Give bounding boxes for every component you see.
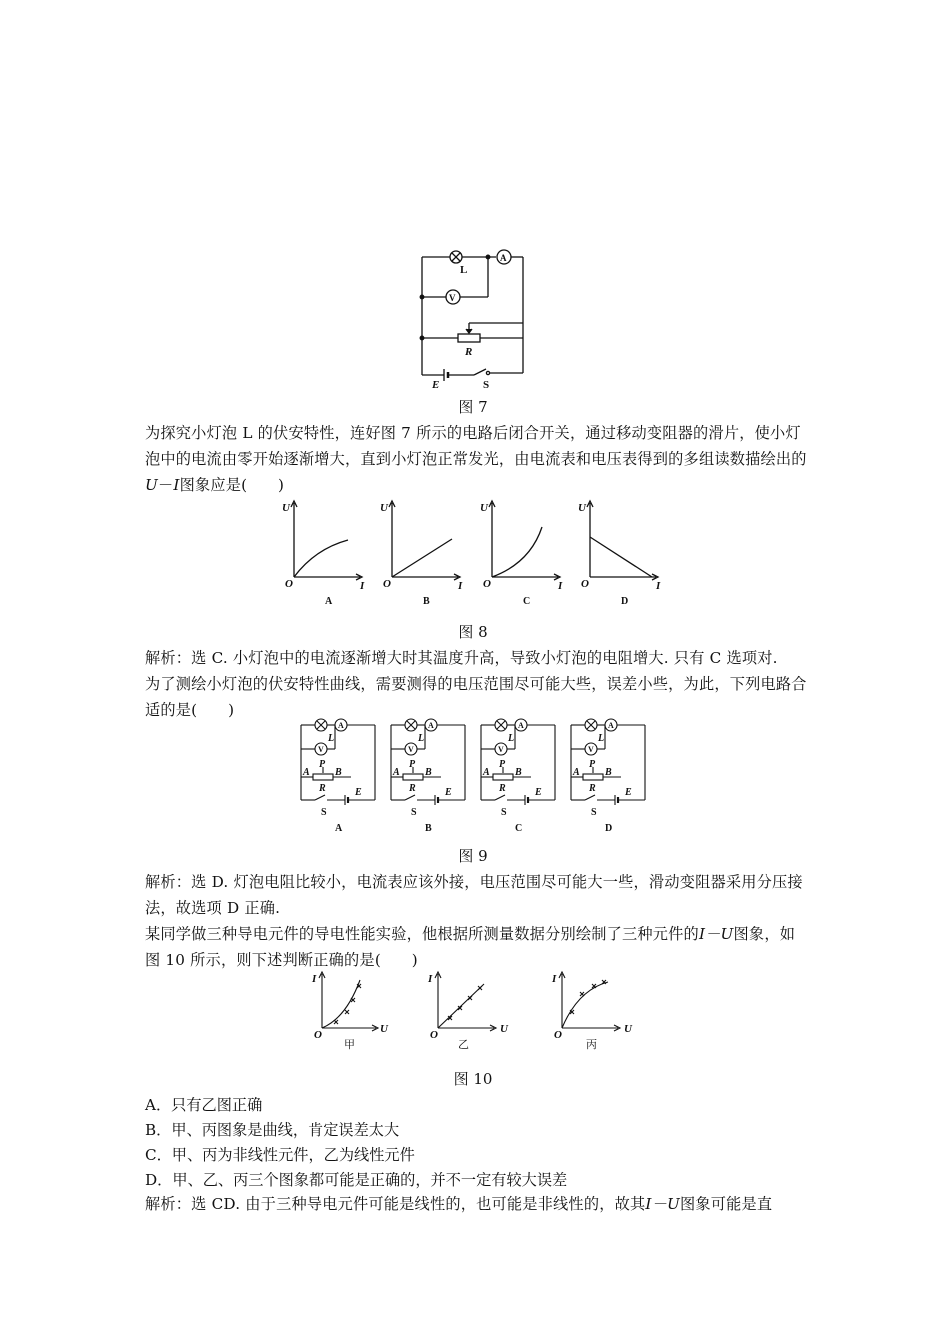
circuit-a-switch: S (321, 807, 327, 818)
circuit-c-switch: S (501, 807, 507, 818)
graph-yi-y-label: I (428, 973, 433, 985)
circuit-a (301, 719, 375, 805)
graph-c-y-label: U (480, 502, 488, 514)
graph-b-origin: O (383, 578, 391, 590)
question-2: 为了测绘小灯泡的伏安特性曲线，需要测得的电压范围尽可能大些，误差小些，为此，下列电路合适的是( ) (145, 675, 807, 719)
question-1-tail: 图象应是( ) (179, 476, 285, 494)
circuit-b-lamp-label: L (418, 733, 425, 744)
circuit-b-slider: P (409, 759, 416, 770)
graph-bing (559, 972, 620, 1031)
graph-c-origin: O (483, 578, 491, 590)
choice-a: A．只有乙图正确 (145, 1096, 263, 1114)
graph-a-option: A (325, 596, 333, 607)
circuit-d-slider: P (589, 759, 596, 770)
graph-b-option: B (423, 596, 430, 607)
circuit-d-end-a: A (573, 767, 580, 778)
circuit-a-rheostat: R (319, 783, 326, 794)
graph-d-x-label: I (656, 580, 661, 592)
circuit-b-emf: E (445, 787, 452, 798)
question-1-text: 为探究小灯泡 L 的伏安特性，连好图 7 所示的电路后闭合开关，通过移动变阻器的滑片，使小灯泡中的电流由零开始逐渐增大，直到小灯泡正常发光，由电流表和电压表得到的多组读数描绘出的 (145, 424, 807, 468)
graph-jia-x-label: U (380, 1023, 388, 1035)
label-voltmeter: V (449, 293, 456, 303)
question-1-i: I (173, 476, 180, 494)
question-1-dash: － (158, 476, 174, 494)
circuit-b-end-b: B (425, 767, 432, 778)
circuit-a-end-a: A (303, 767, 310, 778)
figure-10-caption: 图 10 (453, 1070, 493, 1088)
circuit-c-rheostat: R (499, 783, 506, 794)
graph-b-x-label: I (458, 580, 463, 592)
rheostat-symbol (458, 334, 480, 342)
figure-9-caption: 图 9 (458, 847, 488, 865)
graph-a-y-label: U (282, 502, 290, 514)
question-3-iu: I－U (698, 925, 734, 943)
label-ammeter: A (500, 253, 507, 263)
circuit-d-voltmeter-label: V (588, 745, 594, 754)
circuit-b-option: B (425, 823, 432, 834)
circuit-d-rheostat: R (589, 783, 596, 794)
circuit-c-slider: P (499, 759, 506, 770)
circuit-c-end-b: B (515, 767, 522, 778)
circuit-c-option: C (515, 823, 523, 834)
figure-7-caption: 图 7 (458, 398, 488, 416)
circuit-b-voltmeter-label: V (408, 745, 414, 754)
circuit-b-ammeter-label: A (428, 721, 434, 730)
graph-b (389, 501, 460, 580)
circuit-a-voltmeter-label: V (318, 745, 324, 754)
graph-d-origin: O (581, 578, 589, 590)
circuit-d-option: D (605, 823, 613, 834)
graph-bing-origin: O (554, 1029, 562, 1041)
graph-d (587, 501, 658, 580)
graph-c-option: C (523, 596, 531, 607)
graph-d-y-label: U (578, 502, 586, 514)
graph-jia-y-label: I (312, 973, 317, 985)
choice-d: D．甲、乙、丙三个图象都可能是正确的，并不一定有较大误差 (145, 1171, 568, 1189)
graph-yi-name: 乙 (458, 1039, 469, 1050)
circuit-d-ammeter-label: A (608, 721, 614, 730)
graph-bing-y-label: I (552, 973, 557, 985)
choice-c: C．甲、丙为非线性元件，乙为线性元件 (145, 1146, 415, 1164)
graph-jia (319, 972, 378, 1031)
question-1-u: U (145, 476, 158, 494)
circuit-c-end-a: A (483, 767, 490, 778)
graph-a (291, 501, 362, 580)
circuit-c-lamp-label: L (508, 733, 515, 744)
circuit-b-rheostat: R (409, 783, 416, 794)
graph-yi-origin: O (430, 1029, 438, 1041)
circuit-c-ammeter-label: A (518, 721, 524, 730)
question-3 (145, 921, 810, 973)
answer-2: 解析：选 D. 灯泡电阻比较小，电流表应该外接，电压范围尽可能大一些，滑动变阻器采用分压接法，故选项 D 正确. (145, 873, 803, 917)
graph-yi-x-label: U (500, 1023, 508, 1035)
circuit-a-end-b: B (335, 767, 342, 778)
answer-3-text-b: 图象可能是直 (679, 1195, 773, 1213)
circuit-d (571, 719, 645, 805)
circuit-b-end-a: A (393, 767, 400, 778)
answer-3-iu: I－U (645, 1195, 680, 1213)
answer-3-text-a: 解析：选 CD. 由于三种导电元件可能是线性的，也可能是非线性的，故其 (145, 1195, 646, 1213)
circuit-a-lamp-label: L (328, 733, 335, 744)
graph-a-x-label: I (360, 580, 365, 592)
figure-8-graphs (280, 497, 675, 609)
question-1 (145, 420, 810, 498)
circuit-a-slider: P (319, 759, 326, 770)
figure-10-graphs (308, 970, 638, 1050)
label-rheostat: R (465, 346, 473, 358)
graph-jia-origin: O (314, 1029, 322, 1041)
graph-b-y-label: U (380, 502, 388, 514)
circuit-a-ammeter-label: A (338, 721, 344, 730)
circuit-c (481, 719, 555, 805)
graph-bing-name: 丙 (586, 1039, 597, 1050)
circuit-a-option: A (335, 823, 343, 834)
question-3-mid: 图象，如图 10 所示，则下述判断正确的是( ) (145, 925, 796, 969)
circuit-a-emf: E (355, 787, 362, 798)
label-emf: E (432, 379, 440, 390)
circuit-d-switch: S (591, 807, 597, 818)
label-lamp: L (460, 264, 468, 276)
answer-1: 解析：选 C. 小灯泡中的电流逐渐增大时其温度升高，导致小灯泡的电阻增大. 只有 C 选项对. (145, 649, 778, 667)
circuit-b-switch: S (411, 807, 417, 818)
figure-7-circuit (410, 245, 535, 390)
circuit-b (391, 719, 465, 805)
graph-yi (435, 972, 496, 1031)
label-switch: S (483, 379, 490, 390)
circuit-d-emf: E (625, 787, 632, 798)
graph-jia-name: 甲 (344, 1039, 355, 1050)
graph-a-origin: O (285, 578, 293, 590)
graph-c (489, 501, 560, 580)
graph-d-option: D (621, 596, 629, 607)
circuit-c-voltmeter-label: V (498, 745, 504, 754)
answer-3 (145, 1191, 810, 1217)
choice-b: B．甲、丙图象是曲线，肯定误差太大 (145, 1121, 400, 1139)
graph-bing-x-label: U (624, 1023, 632, 1035)
circuit-d-lamp-label: L (598, 733, 605, 744)
figure-8-caption: 图 8 (458, 623, 488, 641)
figure-9-circuits (295, 715, 665, 835)
circuit-d-end-b: B (605, 767, 612, 778)
question-3-text: 某同学做三种导电元件的导电性能实验，他根据所测量数据分别绘制了三种元件的 (145, 925, 699, 943)
circuit-c-emf: E (535, 787, 542, 798)
graph-c-x-label: I (558, 580, 563, 592)
